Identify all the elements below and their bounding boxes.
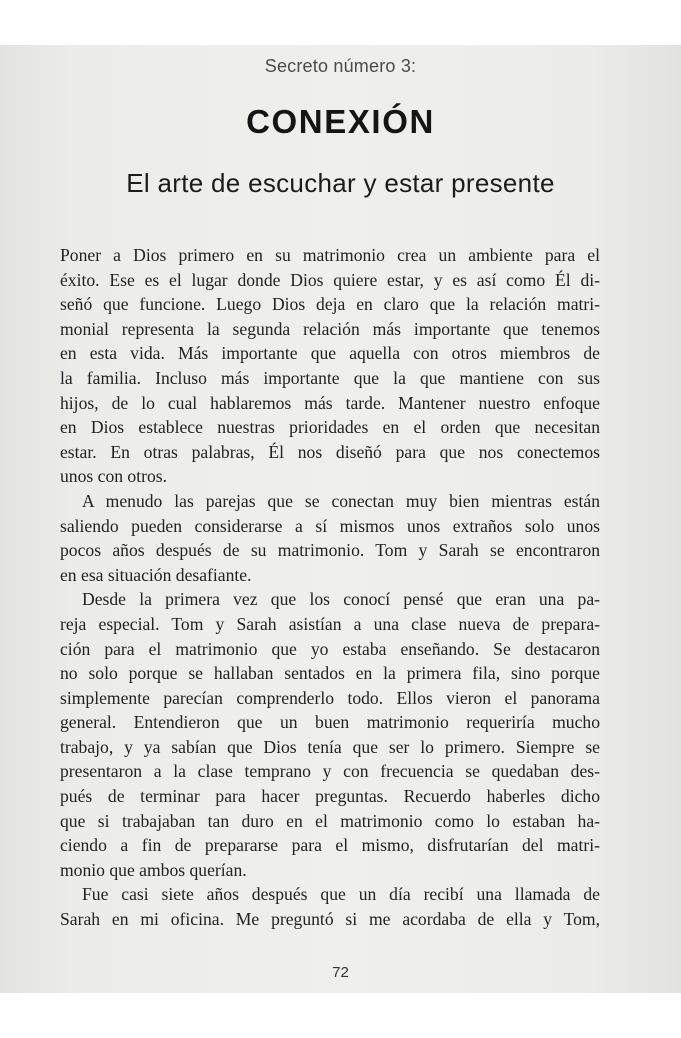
chapter-title: CONEXIÓN bbox=[246, 103, 435, 140]
text-line: saliendo pueden considerarse a sí mismos unos extraños solo unos bbox=[60, 515, 600, 536]
text-line: Desde la primera vez que los conocí pensé que eran una pa- bbox=[82, 589, 600, 610]
text-line: ciendo a fin de prepararse para el mismo, disfrutarían del matri- bbox=[60, 835, 600, 856]
text-line: estar. En otras palabras, Él nos diseñó para que nos conectemos bbox=[60, 441, 600, 462]
text-line: en Dios establece nuestras prioridades en el orden que necesitan bbox=[60, 417, 600, 438]
text-line: simplemente parecían comprenderlo todo. Ellos vieron el panorama bbox=[60, 687, 600, 708]
text-line: en esta vida. Más importante que aquella con otros miembros de bbox=[60, 343, 600, 364]
section-label: Secreto número 3: bbox=[264, 56, 417, 76]
text-line: presentaron a la clase temprano y con frecuencia se quedaban des- bbox=[60, 761, 600, 782]
text-line: pocos años después de su matrimonio. Tom y Sarah se encontraron bbox=[60, 540, 600, 561]
text-line: hijos, de lo cual hablaremos más tarde. Mantener nuestro enfoque bbox=[60, 392, 600, 413]
text-line: que si trabajaban tan duro en el matrimonio como lo estaban ha- bbox=[60, 810, 600, 831]
text-line: monio que ambos querían. bbox=[60, 859, 247, 880]
page-number: 72 bbox=[332, 964, 349, 981]
text-line: Sarah en mi oficina. Me preguntó si me acordaba de ella y Tom, bbox=[60, 909, 600, 930]
chapter-subtitle: El arte de escuchar y estar presente bbox=[126, 168, 555, 198]
text-line: A menudo las parejas que se conectan muy bien mientras están bbox=[82, 490, 600, 511]
text-line: reja especial. Tom y Sarah asistían a una clase nueva de prepara- bbox=[60, 613, 600, 634]
text-line: monial representa la segunda relación más importante que tenemos bbox=[60, 318, 600, 339]
text-line: señó que funcione. Luego Dios deja en claro que la relación matri- bbox=[60, 294, 600, 315]
text-line: no solo porque se hallaban sentados en la primera fila, sino porque bbox=[60, 663, 600, 684]
text-line: la familia. Incluso más importante que la que mantiene con sus bbox=[60, 367, 600, 388]
body-text bbox=[60, 243, 600, 932]
text-line: en esa situación desafiante. bbox=[60, 564, 252, 585]
book-page bbox=[0, 45, 681, 993]
text-line: unos con otros. bbox=[60, 466, 168, 487]
text-line: ción para el matrimonio que yo estaba enseñando. Se destacaron bbox=[60, 638, 600, 659]
text-line: pués de terminar para hacer preguntas. Recuerdo haberles dicho bbox=[60, 786, 600, 807]
text-line: Fue casi siete años después que un día recibí una llamada de bbox=[82, 884, 600, 905]
text-line: éxito. Ese es el lugar donde Dios quiere estar, y es así como Él di- bbox=[60, 269, 600, 290]
text-line: trabajo, y ya sabían que Dios tenía que ser lo primero. Siempre se bbox=[60, 736, 600, 757]
text-line: general. Entendieron que un buen matrimonio requeriría mucho bbox=[60, 712, 600, 733]
text-line: Poner a Dios primero en su matrimonio crea un ambiente para el bbox=[60, 245, 600, 265]
